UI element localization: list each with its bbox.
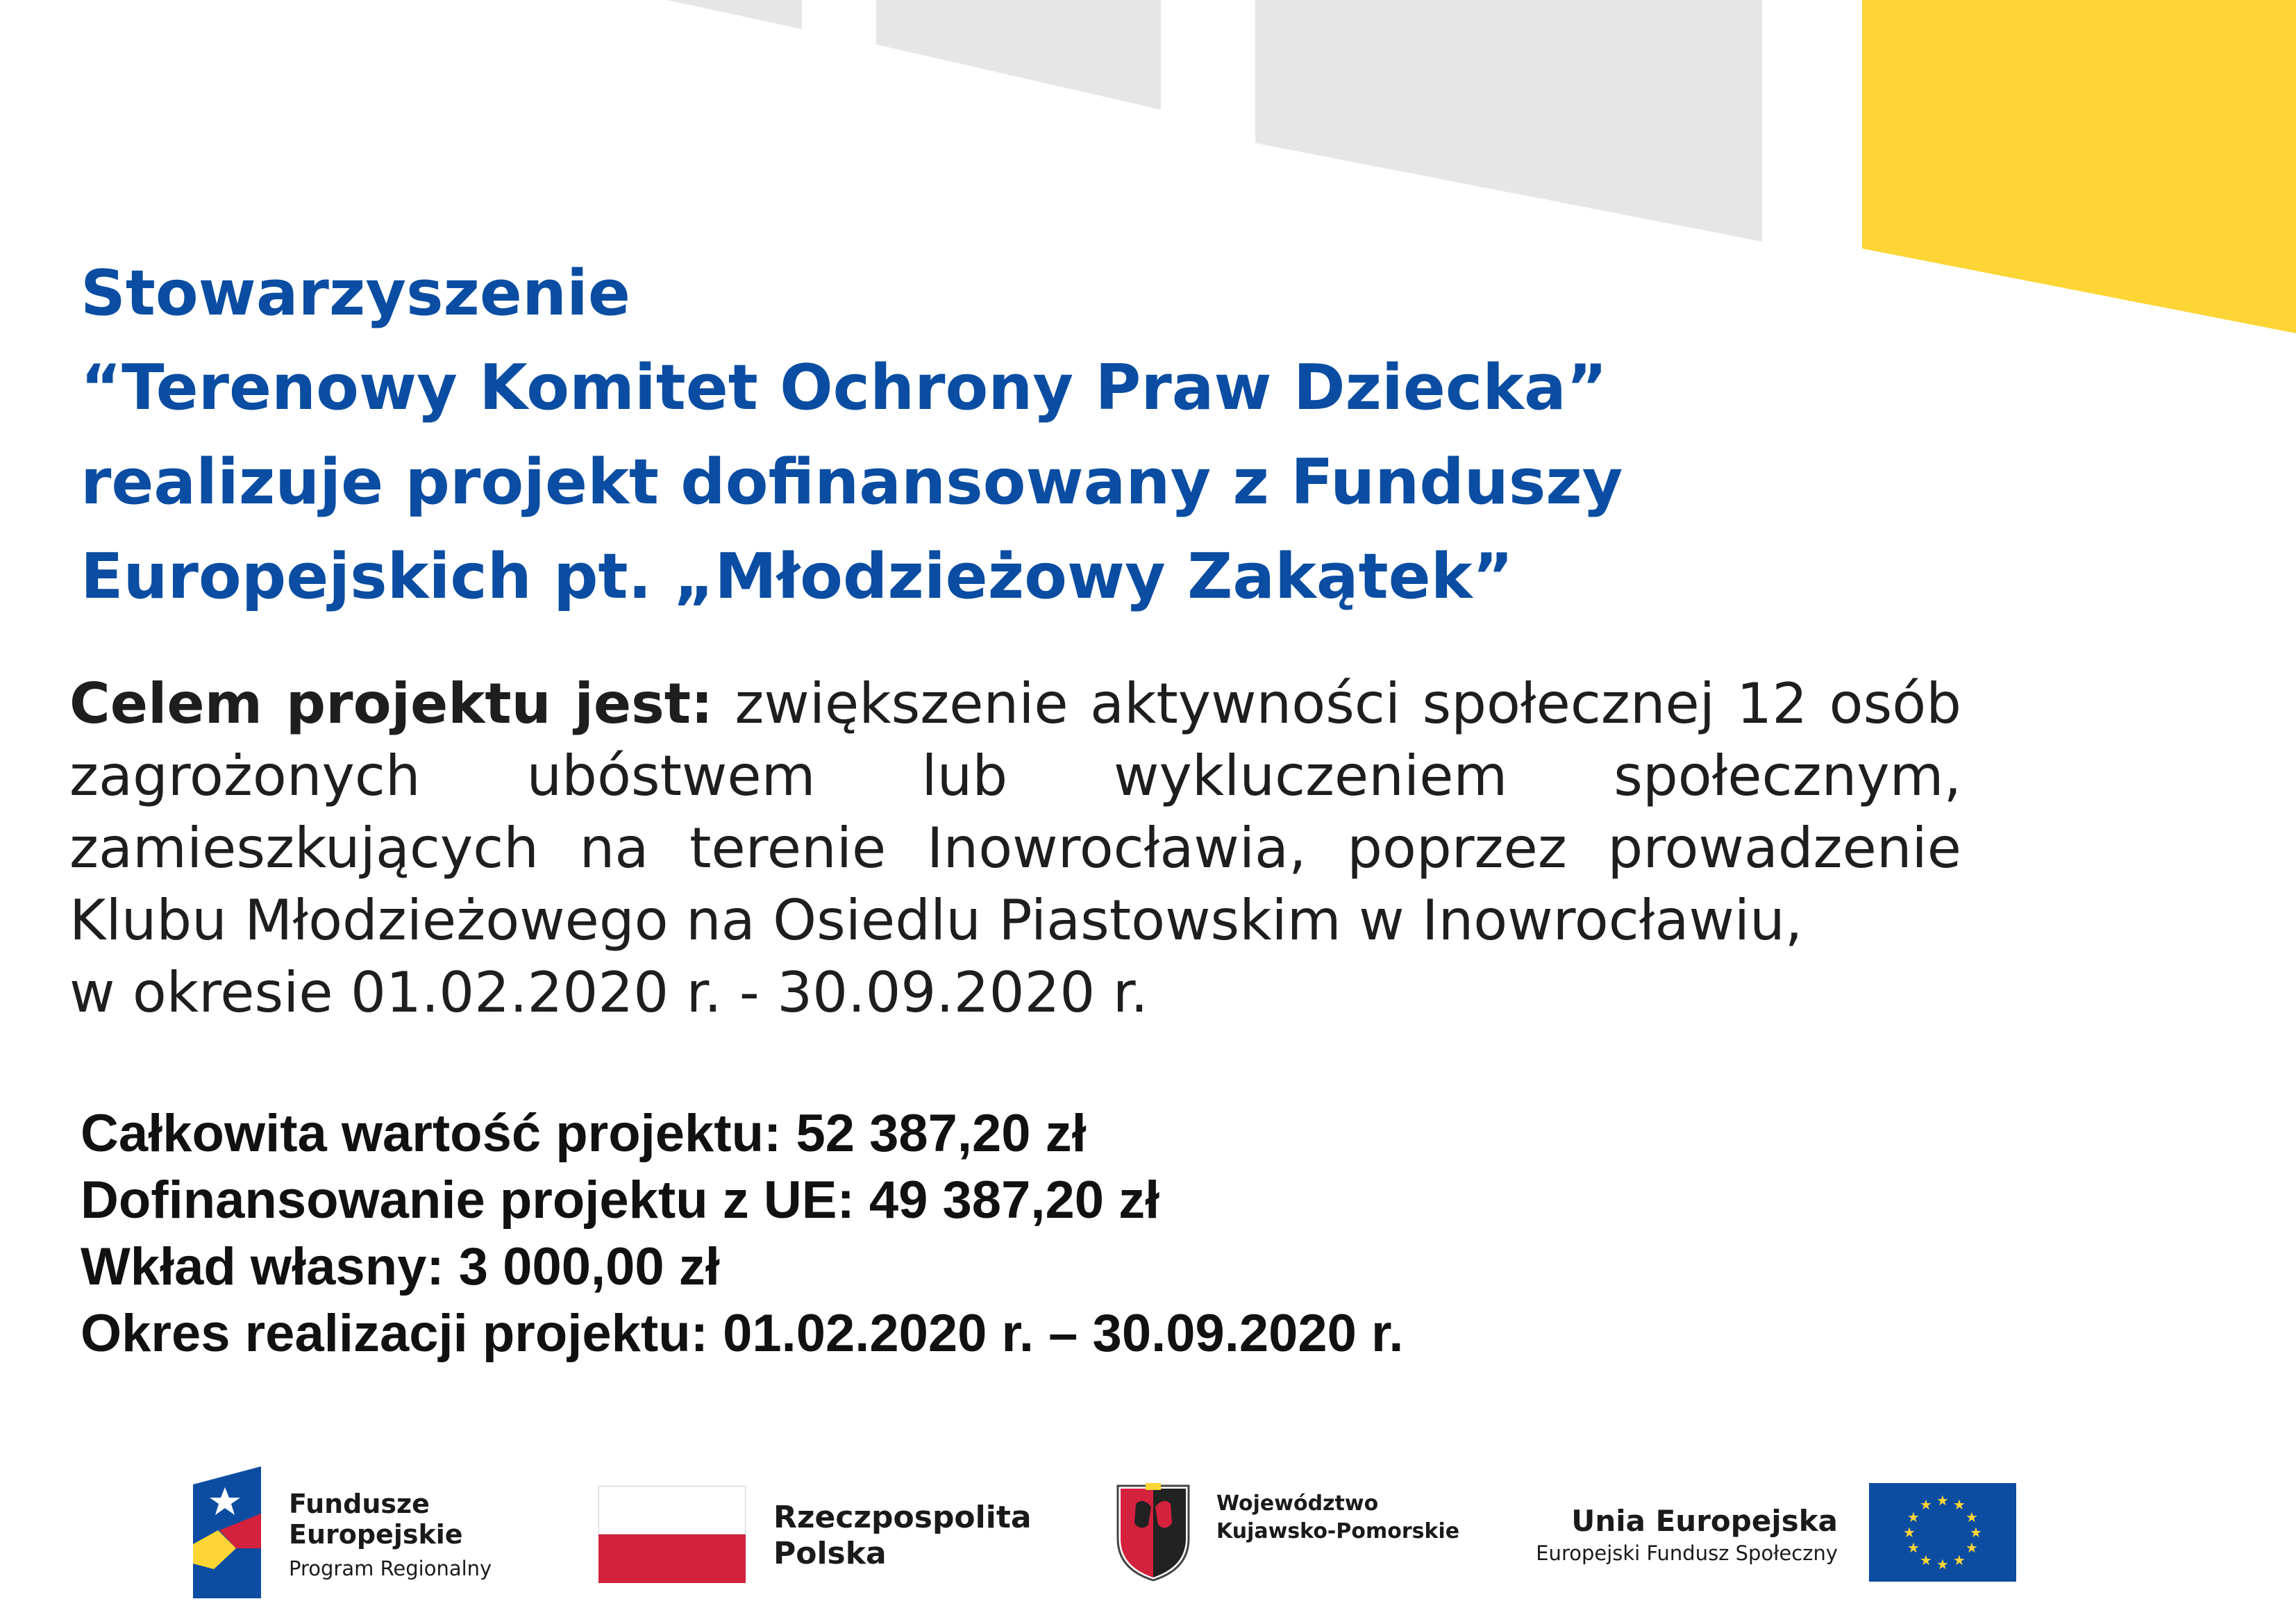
eu-flag-icon [1869, 1483, 2016, 1582]
title-line-1: Stowarzyszenie [81, 257, 630, 330]
svg-text:★: ★ [1920, 1552, 1932, 1568]
implementation-period: Okres realizacji projektu: 01.02.2020 r. – 30.09.2020 r. [81, 1304, 1404, 1363]
goal-text: zwiększenie aktywności społecznej 12 osób zagrożonych ubóstwem lub wykluczeniem społecznym, zamieszkujących na terenie Inowrocławia, poprzez prowadzenie Klubu Młodzieżowego na Osiedlu Piastowskim w Inowrocławiu, [69, 671, 1961, 953]
svg-text:★: ★ [1907, 1539, 1920, 1556]
fe-line-2: Europejskie [289, 1519, 463, 1550]
svg-text:★: ★ [1953, 1496, 1966, 1513]
fe-line-3: Program Regionalny [289, 1557, 492, 1580]
page-title [81, 246, 1747, 624]
svg-text:★: ★ [1920, 1496, 1932, 1513]
svg-text:★: ★ [1903, 1524, 1916, 1541]
eu-funding: Dofinansowanie projektu z UE: 49 387,20 zł [81, 1171, 1160, 1230]
project-goal [69, 668, 1961, 1029]
gray-band-1 [667, 0, 802, 29]
svg-text:★: ★ [1970, 1524, 1982, 1541]
polish-flag-icon [598, 1486, 746, 1583]
gray-band-3 [1255, 0, 1762, 242]
kp-line-2: Kujawsko-Pomorskie [1216, 1519, 1460, 1543]
own-contribution: Wkład własny: 3 000,00 zł [81, 1237, 720, 1296]
title-line-3: realizuje projekt dofinansowany z Funduszy [81, 446, 1623, 519]
total-value: Całkowita wartość projektu: 52 387,20 zł [81, 1104, 1087, 1163]
ue-line-1: Unia Europejska [1571, 1504, 1838, 1538]
project-facts [81, 1100, 1404, 1367]
svg-text:★: ★ [1966, 1539, 1978, 1556]
svg-text:★: ★ [1966, 1509, 1978, 1525]
title-line-4: Europejskich pt. „Młodzieżowy Zakątek” [81, 540, 1514, 613]
svg-text:★: ★ [1953, 1552, 1966, 1568]
title-line-2: “Terenowy Komitet Ochrony Praw Dziecka” [81, 351, 1607, 424]
svg-text:★: ★ [1936, 1556, 1949, 1573]
svg-text:★: ★ [1907, 1509, 1920, 1525]
fundusze-europejskie-logo-icon [193, 1466, 261, 1598]
kujawsko-pomorskie-crest-icon [1115, 1483, 1191, 1582]
fe-line-1: Fundusze [289, 1489, 430, 1519]
logo-bar [0, 1458, 2296, 1597]
svg-text:★: ★ [1936, 1492, 1949, 1509]
rp-line-1: Rzeczpospolita [773, 1500, 1032, 1535]
kp-line-1: Województwo [1216, 1491, 1379, 1516]
ue-line-2: Europejski Fundusz Społeczny [1536, 1541, 1838, 1565]
goal-period: w okresie 01.02.2020 r. - 30.09.2020 r. [69, 960, 1148, 1025]
gray-band-2 [876, 0, 1161, 110]
rp-line-2: Polska [773, 1536, 887, 1571]
goal-label: Celem projektu jest: [69, 671, 713, 736]
yellow-band [1862, 0, 2296, 333]
